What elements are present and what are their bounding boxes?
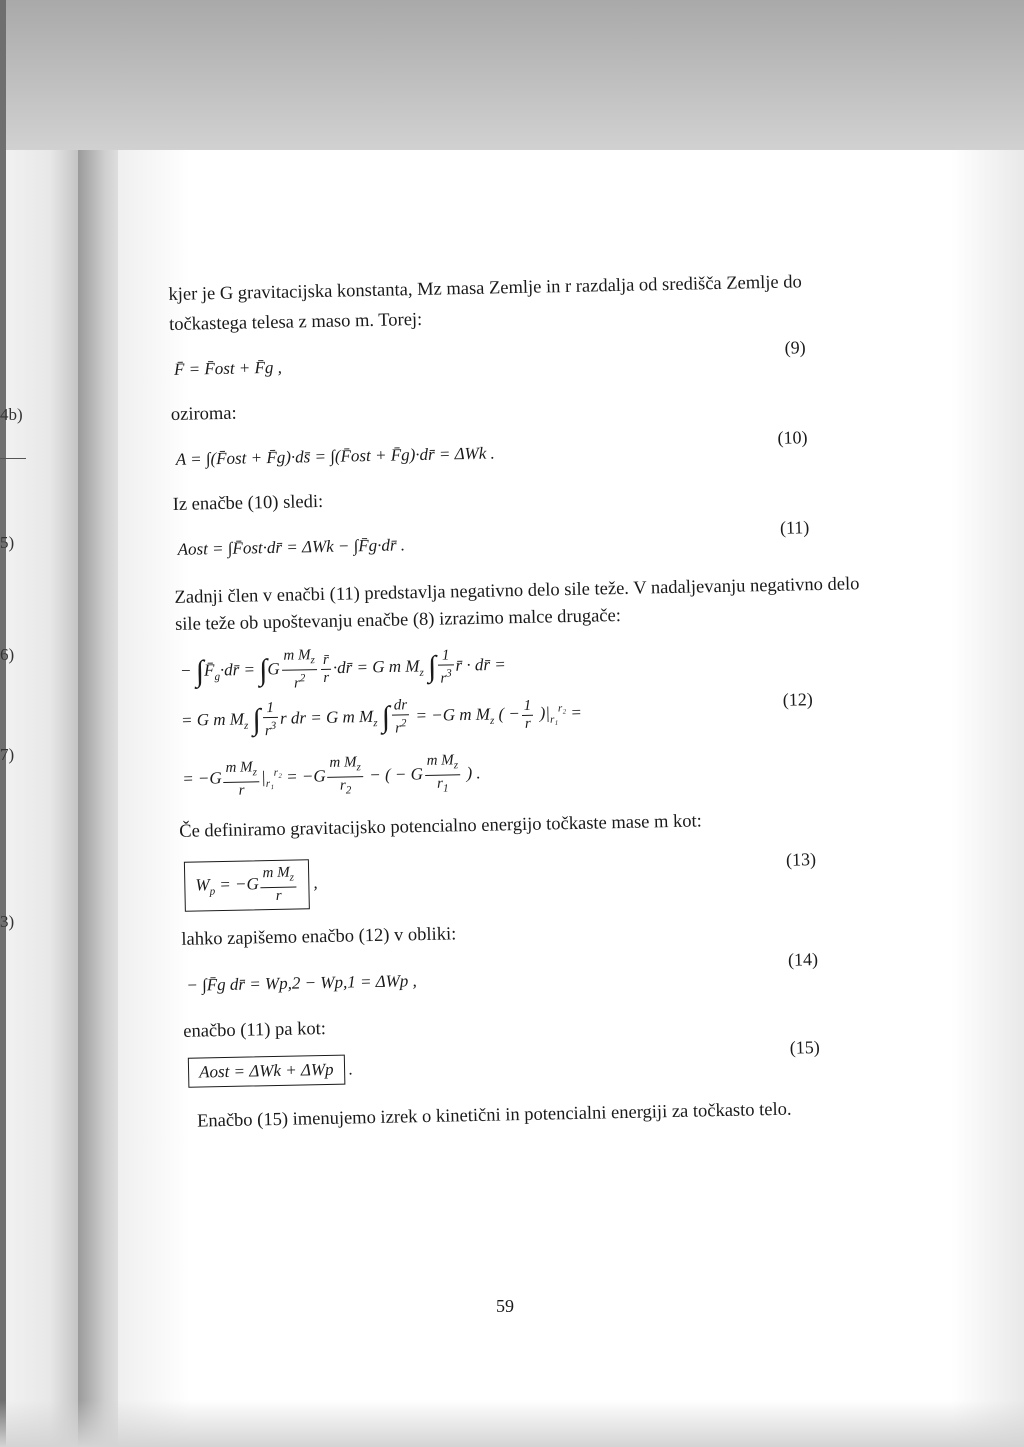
scan-background-top — [0, 0, 1024, 170]
text-line: Enačbo (15) imenujemo izrek o kinetični in potencialni energiji za točkasto telo. — [196, 1099, 792, 1132]
text-line: Iz enačbe (10) sledi: — [172, 491, 324, 515]
text-line: sile teže ob upoštevanju enačbe (8) izrazimo malce drugače: — [174, 605, 622, 635]
equation-11: Aost = ∫F̄ost·dr̄ = ΔWk − ∫F̄g·dr̄ . — [177, 535, 406, 559]
equation-14: − ∫F̄g dr̄ = Wp,2 − Wp,1 = ΔWp , — [186, 971, 418, 995]
scan-bottom-shadow — [0, 1400, 1024, 1447]
text-line: oziroma: — [170, 403, 237, 425]
text-line: Zadnji člen v enačbi (11) predstavlja negativno delo sile teže. V nadaljevanju negativno delo — [174, 574, 860, 608]
text-line: lahko zapišemo enačbo (12) v obliki: — [181, 924, 457, 950]
equation-number-14: (14) — [787, 949, 819, 970]
equation-15-box: Aost = ΔWk + ΔWp — [188, 1055, 345, 1088]
equation-number-10: (10) — [777, 427, 808, 448]
equation-12-line-1: − $\int F̄_g\cdot dr̄ = \int G$ $\frac{m M_z}{r^2}$ $\frac{r̄}{r}$ ·dr̄ = G m $M_z$ ∫ $\frac{1}{r^3}$ r̄ · dr̄ = — [179, 646, 506, 692]
equation-number-12: (12) — [782, 689, 813, 710]
page-number: 59 — [496, 1296, 514, 1316]
equation-number-13: (13) — [785, 849, 817, 870]
equation-12-line-3: = −G $\frac{m M_z}{r}$ $|_{r_1}^{r_2} = -G$ $\frac{m M_z}{r_2}$ − ( − G $\frac{m M_z}{r_1}$ ) . — [182, 752, 481, 799]
equation-number-9: (9) — [784, 337, 806, 358]
equation-13: $W_p = -G$ $\frac{m M_z}{r}$ , — [184, 859, 318, 912]
text-line: točkastega telesa z maso m. Torej: — [168, 309, 423, 335]
equation-9: F̄ = F̄ost + F̄g , — [173, 357, 283, 379]
left-page-mark: 6) — [0, 645, 15, 664]
text-line: enačbo (11) pa kot: — [183, 1018, 327, 1042]
equation-15: Aost = ΔWk + ΔWp . — [188, 1054, 354, 1087]
left-page-mark: 7) — [0, 745, 15, 764]
scan-left-shadow — [0, 0, 6, 1447]
text-line: kjer je G gravitacijska konstanta, Mz masa Zemlje in r razdalja od središča Zemlje do — [168, 272, 802, 305]
equation-10: A = ∫(F̄ost + F̄g)·ds̄ = ∫(F̄ost + F̄g)·dr̄ = ΔWk . — [175, 443, 495, 469]
equation-number-15: (15) — [789, 1037, 820, 1058]
text-line: Če definiramo gravitacijsko potencialno energijo točkaste mase m kot: — [179, 811, 703, 842]
left-page-rule — [0, 458, 26, 459]
left-page-mark: 3) — [0, 912, 15, 931]
left-page-edge — [0, 150, 90, 1447]
left-page-mark: 4b) — [0, 405, 23, 424]
equation-number-11: (11) — [779, 517, 810, 538]
left-page-mark: 5) — [0, 533, 15, 552]
equation-12-line-2: = G m $M_z$ ∫ $\frac{1}{r^3}$ r dr = G m $M_z$ ∫ $\frac{dr}{r^2}$ = −G m $M_z$ ( − $\frac{1}{r}$ )$|_{r_1}^{r_2}$ = — [180, 697, 583, 740]
